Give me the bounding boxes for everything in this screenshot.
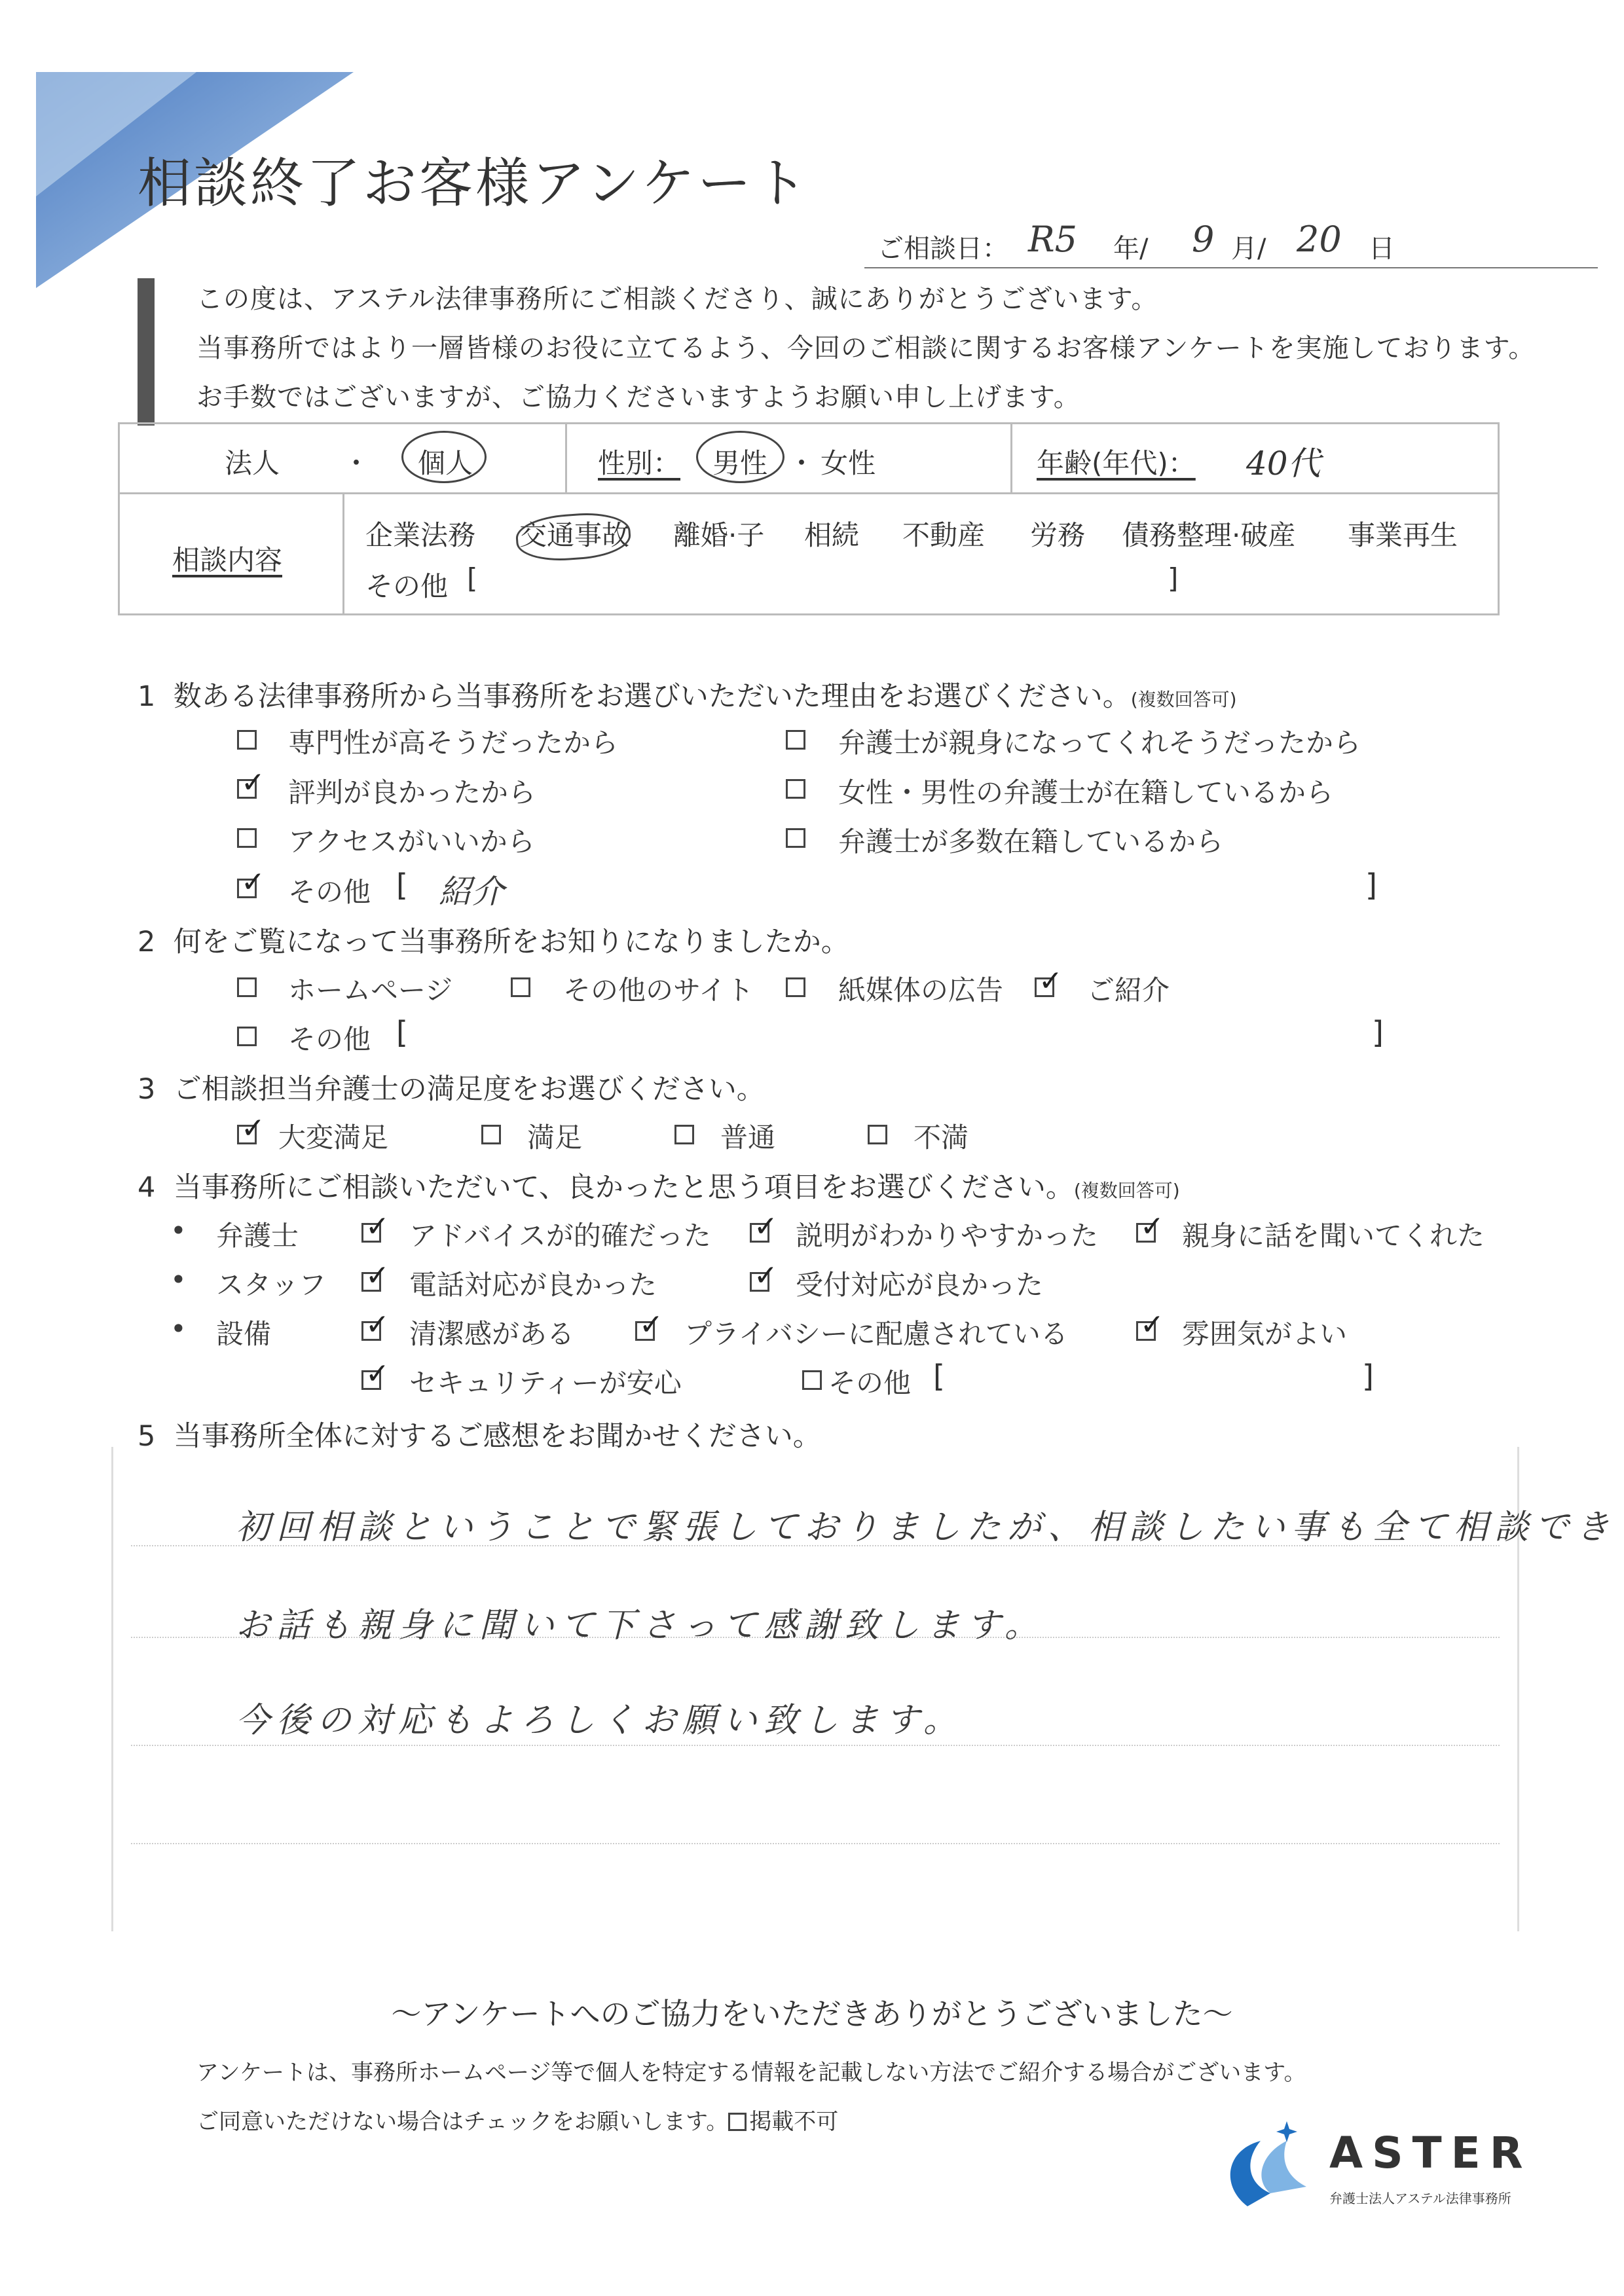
- intro-accent-bar: [138, 278, 155, 426]
- date-month[interactable]: 9: [1192, 219, 1215, 260]
- q5-text: 当事務所全体に対するご感想をお聞かせください。: [173, 1420, 821, 1453]
- date-day[interactable]: 20: [1297, 219, 1342, 260]
- q1-number: 1: [138, 680, 156, 713]
- q3-text: ご相談担当弁護士の満足度をお選びください。: [173, 1073, 765, 1106]
- q2-number: 2: [138, 926, 156, 958]
- q2-option: ホームページ: [288, 974, 453, 1006]
- consultation-item[interactable]: 交通事故: [519, 519, 630, 551]
- intro-line-3: お手数ではございますが、ご協力くださいますようお願い申し上げます。: [196, 382, 1080, 412]
- q1-option: 女性・男性の弁護士が在籍しているから: [838, 776, 1334, 809]
- consultation-item[interactable]: 離婚·子: [673, 519, 765, 551]
- q4-option: その他: [828, 1367, 912, 1399]
- bullet: •: [170, 1264, 187, 1296]
- checkbox[interactable]: [237, 1027, 257, 1046]
- check-mark: ✓: [1140, 1210, 1164, 1243]
- individual-option[interactable]: 個人: [418, 447, 473, 479]
- no-publish-label: 掲載不可: [749, 2109, 839, 2135]
- checkbox[interactable]: [786, 828, 805, 848]
- q4-group-label: 設備: [216, 1318, 272, 1350]
- checkbox[interactable]: [786, 977, 805, 997]
- checkbox[interactable]: [868, 1125, 887, 1144]
- q4-option: 電話対応が良かった: [409, 1269, 657, 1301]
- checkbox[interactable]: [237, 730, 257, 750]
- no-publish-checkbox[interactable]: [728, 2113, 747, 2131]
- divider: [342, 494, 344, 613]
- bracket: [: [396, 867, 408, 903]
- bracket: [: [396, 1015, 408, 1050]
- consultation-item[interactable]: 企業法務: [365, 519, 476, 551]
- q4-option: 親身に話を聞いてくれた: [1182, 1220, 1485, 1252]
- female-option[interactable]: 女性: [821, 447, 876, 479]
- check-mark: ✓: [365, 1357, 390, 1391]
- divider: [565, 424, 567, 492]
- q1-option: 弁護士が親身になってくれそうだったから: [838, 727, 1361, 759]
- consultation-item[interactable]: 労務: [1030, 519, 1086, 551]
- consultation-other-label: その他: [365, 570, 449, 602]
- intro-line-1: この度は、アステル法律事務所にご相談くださり、誠にありがとうございます。: [196, 284, 1158, 314]
- check-mark: ✓: [639, 1308, 663, 1341]
- consent-text: ご同意いただけない場合はチェックをお願いします。: [196, 2109, 729, 2135]
- q4-number: 4: [138, 1171, 156, 1204]
- q5-number: 5: [138, 1420, 156, 1453]
- q3-option: 普通: [720, 1121, 776, 1154]
- q4-text: 当事務所にご相談いただいて、良かったと思う項目をお選びください。: [173, 1171, 1074, 1204]
- checkbox[interactable]: [786, 730, 805, 750]
- check-mark: ✓: [365, 1259, 390, 1292]
- bullet: •: [170, 1214, 187, 1247]
- bracket: ]: [1362, 1358, 1374, 1394]
- checkbox[interactable]: [237, 977, 257, 997]
- q1-option: アクセスがいいから: [288, 826, 535, 858]
- date-era-year[interactable]: R5: [1028, 219, 1078, 260]
- checkbox[interactable]: [511, 977, 530, 997]
- consultation-item[interactable]: 事業再生: [1348, 519, 1458, 551]
- q4-option: 清潔感がある: [409, 1318, 575, 1350]
- q2-option: その他: [288, 1023, 371, 1055]
- checkbox[interactable]: [786, 779, 805, 799]
- q3-title: [138, 1067, 765, 1107]
- q2-option: ご紹介: [1087, 974, 1170, 1006]
- selection-circle: [401, 431, 487, 483]
- logo-subtitle: 弁護士法人アステル法律事務所: [1329, 2191, 1511, 2206]
- q3-option: 不満: [913, 1121, 969, 1154]
- bracket: ]: [1168, 562, 1179, 594]
- consultation-item[interactable]: 債務整理·破産: [1122, 519, 1296, 551]
- q4-title: [138, 1165, 1180, 1205]
- check-mark: ✓: [1039, 964, 1063, 998]
- q3-option: 満足: [527, 1121, 583, 1154]
- q1-note: (複数回答可): [1130, 689, 1237, 710]
- ruled-line: [131, 1843, 1500, 1844]
- day-unit: 日: [1369, 234, 1395, 264]
- logo-name: ASTER: [1329, 2128, 1532, 2178]
- bracket: [: [467, 562, 478, 594]
- q4-option: 受付対応が良かった: [796, 1269, 1044, 1301]
- gender-label: 性別：: [598, 447, 681, 479]
- checkbox[interactable]: [481, 1125, 501, 1144]
- bracket: ]: [1365, 867, 1377, 903]
- age-label: 年齢(年代)：: [1037, 447, 1196, 479]
- q1-title: [138, 674, 1237, 714]
- check-mark: ✓: [365, 1210, 390, 1243]
- check-mark: ✓: [365, 1308, 390, 1341]
- selection-circle: [696, 431, 784, 483]
- q4-option: 雰囲気がよい: [1182, 1318, 1348, 1350]
- consultation-item[interactable]: 相続: [804, 519, 860, 551]
- q1-option: 専門性が高そうだったから: [288, 727, 619, 759]
- q1-other-value[interactable]: 紹介: [439, 873, 504, 911]
- q2-title: [138, 920, 849, 960]
- corporate-option[interactable]: 法人: [225, 447, 280, 479]
- q1-option: 評判が良かったから: [288, 776, 536, 809]
- footer-consent: [196, 2104, 838, 2136]
- separator-dot: ・: [788, 447, 816, 479]
- q1-option: 弁護士が多数在籍しているから: [838, 826, 1224, 858]
- check-mark: ✓: [241, 866, 265, 899]
- bracket: [: [933, 1358, 945, 1394]
- q4-group-label: 弁護士: [216, 1220, 299, 1252]
- q4-group-label: スタッフ: [216, 1269, 327, 1301]
- date-label: ご相談日：: [877, 234, 1008, 264]
- thanks-message: 〜アンケートへのご協力をいただきありがとうございました〜: [391, 1996, 1233, 2032]
- checkbox[interactable]: [237, 828, 257, 848]
- page-title: 相談終了お客様アンケート: [138, 153, 811, 215]
- q4-note: (複数回答可): [1073, 1180, 1180, 1201]
- divider: [1010, 424, 1012, 492]
- check-mark: ✓: [1140, 1308, 1164, 1341]
- q2-option: その他のサイト: [563, 974, 754, 1006]
- comment-line: 今後の対応もよろしくお願い致します。: [236, 1701, 964, 1740]
- q2-option: 紙媒体の広告: [838, 974, 1004, 1006]
- q1-option: その他: [288, 876, 371, 908]
- comment-line: お話も親身に聞いて下さって感謝致します。: [236, 1606, 1045, 1645]
- q4-option: アドバイスが的確だった: [409, 1220, 711, 1252]
- consultation-item[interactable]: 不動産: [902, 519, 986, 551]
- q3-number: 3: [138, 1073, 156, 1106]
- q3-option: 大変満足: [278, 1121, 389, 1154]
- checkbox[interactable]: [802, 1370, 822, 1390]
- age-value[interactable]: 40代: [1246, 445, 1321, 483]
- check-mark: ✓: [754, 1210, 778, 1243]
- consultation-label: 相談内容: [172, 544, 283, 576]
- consultation-date: [864, 216, 1598, 268]
- check-mark: ✓: [754, 1259, 778, 1292]
- male-option[interactable]: 男性: [712, 447, 768, 479]
- consultation-row: [118, 492, 1500, 615]
- year-unit: 年/: [1113, 234, 1149, 264]
- q1-text: 数ある法律事務所から当事務所をお選びいただいた理由をお選びください。: [173, 680, 1131, 713]
- checkbox[interactable]: [674, 1125, 694, 1144]
- intro-line-2: 当事務所ではより一層皆様のお役に立てるよう、今回のご相談に関するお客様アンケートを実施しております。: [196, 333, 1536, 363]
- separator-dot: ・: [342, 447, 371, 479]
- profile-row: [118, 422, 1500, 494]
- footer-note: アンケートは、事務所ホームページ等で個人を特定する情報を記載しない方法でご紹介する場合がございます。: [196, 2060, 1306, 2086]
- bullet: •: [170, 1313, 187, 1345]
- month-unit: 月/: [1231, 234, 1266, 264]
- q4-option: セキュリティーが安心: [409, 1367, 682, 1399]
- aster-logo-icon: [1208, 2115, 1320, 2213]
- check-mark: ✓: [241, 1112, 265, 1145]
- comment-line: 初回相談ということで緊張しておりましたが、相談したい事も全て相談でき: [236, 1508, 1617, 1547]
- q4-option: プライバシーに配慮されている: [684, 1318, 1068, 1350]
- check-mark: ✓: [241, 766, 265, 799]
- q4-option: 説明がわかりやすかった: [796, 1220, 1099, 1252]
- ruled-line: [131, 1745, 1500, 1746]
- bracket: ]: [1372, 1015, 1384, 1050]
- q2-text: 何をご覧になって当事務所をお知りになりましたか。: [173, 926, 849, 958]
